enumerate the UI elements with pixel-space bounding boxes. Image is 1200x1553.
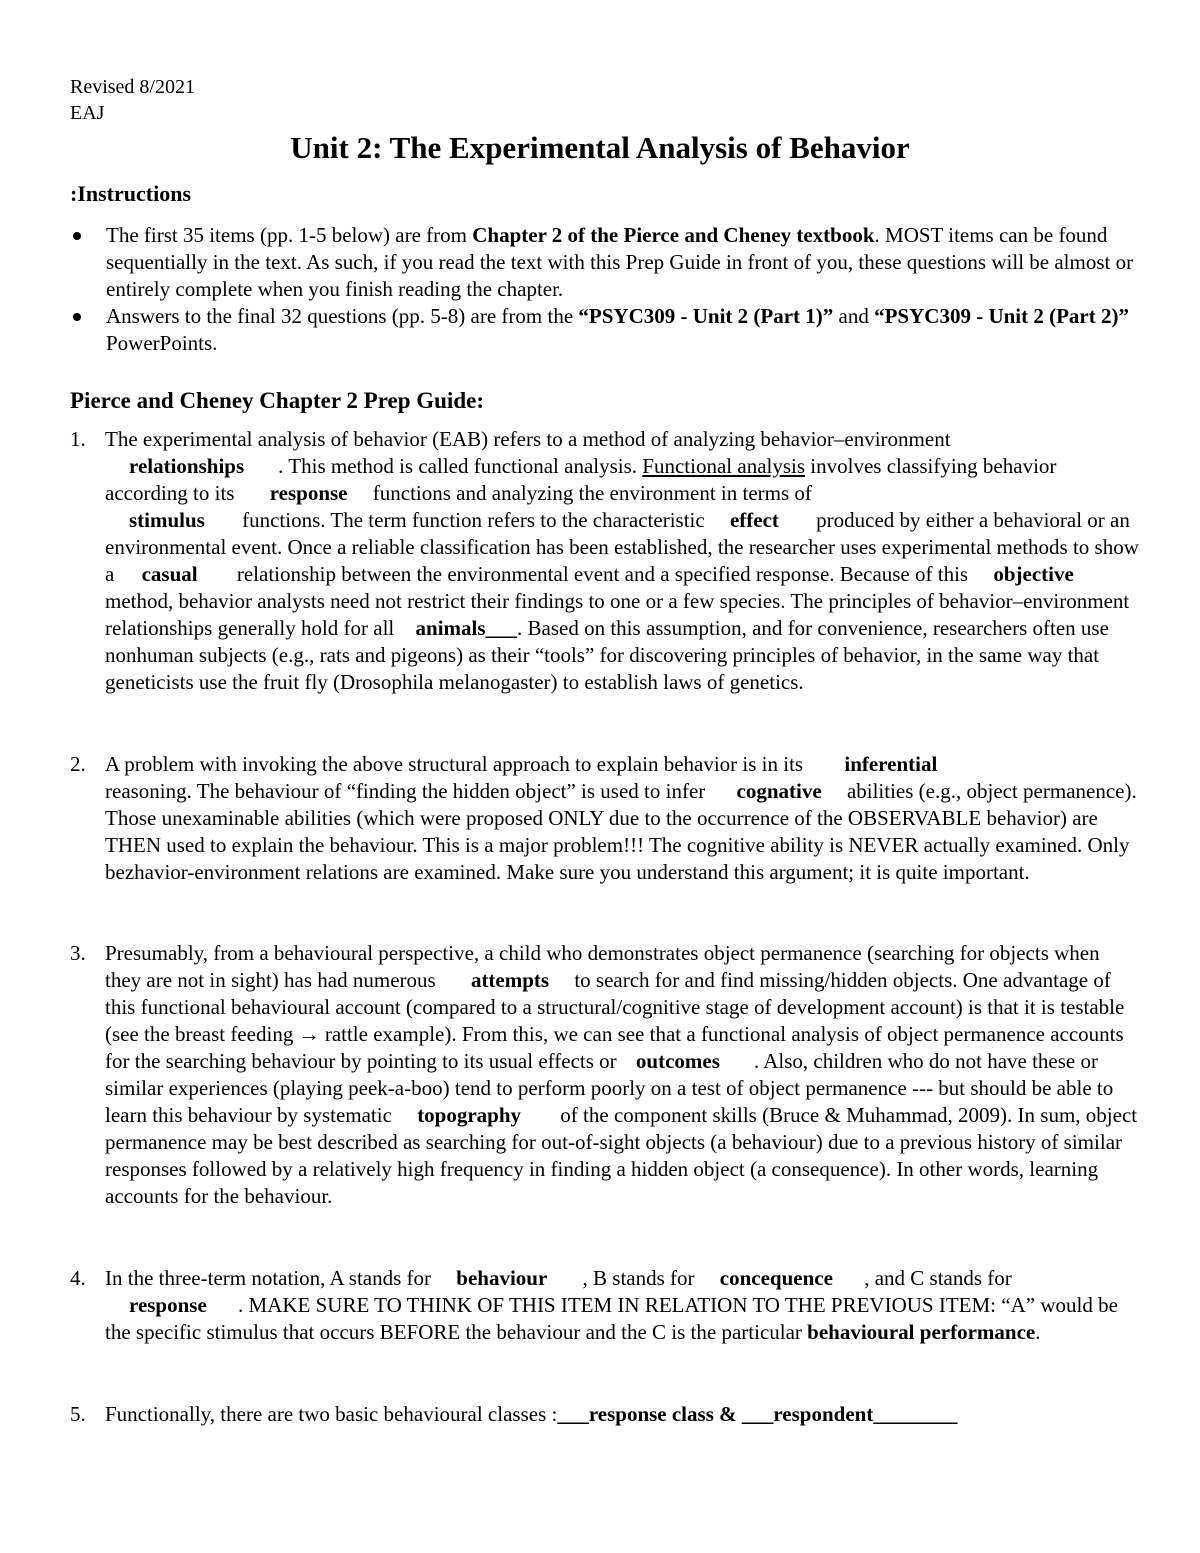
answer-blank: relationships (129, 454, 245, 478)
answer-blank: stimulus (129, 508, 205, 532)
answer-blank: topography (417, 1103, 522, 1127)
page-title: Unit 2: The Experimental Analysis of Behavior (290, 130, 910, 165)
question-3 (70, 940, 1140, 1210)
question-5 (70, 1401, 1140, 1428)
arrow-icon: → (298, 1022, 320, 1046)
answer-blank: response (269, 481, 348, 505)
answer-blank: behavioural performance (807, 1320, 1036, 1344)
answer-blank: ___response class & ___respondent________ (557, 1402, 958, 1426)
question-text: A problem with invoking the above structural approach to explain behavior is in its inferential reasoning. The behaviour of “finding the hidden object” is used to infer cognative abilities (e.g., object permanence). Those unexaminable abilities (which were proposed ONLY due to the occurrence of the OBSERVABLE behavior) are THEN used to explain the behaviour. This is a major problem!!! The cognitive ability is NEVER actually examined. Only bezhavior-environment relations are examined. Make sure you understand this argument; it is quite important. (105, 752, 1137, 884)
answer-blank: response (129, 1293, 207, 1317)
question-1 (70, 426, 1140, 696)
question-number: 4. (70, 1266, 86, 1290)
question-4 (70, 1265, 1140, 1346)
instruction-item: Answers to the final 32 questions (pp. 5-8) are from the “PSYC309 - Unit 2 (Part 1)” and “PSYC309 - Unit 2 (Part 2)” PowerPoints. (70, 303, 1140, 357)
question-text: Presumably, from a behavioural perspective, a child who demonstrates object permanence (searching for objects when they are not in sight) has had numerous attempts to search for and find missing/hidden objects. One advantage of this functional behavioural account (compared to a structural/cognitive stage of development account) is that it is testable (see the breast feeding → rattle example). From this, we can see that a functional analysis of object permanence accounts for the searching behaviour by pointing to its usual effects or outcomes . Also, children who do not have these or similar experiences (playing peek-a-boo) tend to perform poorly on a test of object permanence --- but should be able to learn this behaviour by systematic topography of the component skills (Bruce & Muhammad, 2009). In sum, object permanence may be best described as searching for out-of-sight objects (a behaviour) due to a previous history of similar responses followed by a relatively high frequency in finding a hidden object (a consequence). In other words, learning accounts for the behaviour. (105, 941, 1138, 1208)
question-number: 5. (70, 1402, 86, 1426)
section-heading: Pierce and Cheney Chapter 2 Prep Guide: (70, 388, 484, 413)
instruction-item: The first 35 items (pp. 1-5 below) are from Chapter 2 of the Pierce and Cheney textbook. MOST items can be found sequentially in the text. As such, if you read the text with this Prep Guide in front of you, these questions will be almost or entirely complete when you finish reading the chapter. (70, 222, 1140, 303)
answer-blank: cognative (736, 779, 822, 803)
question-2 (70, 751, 1140, 886)
bullet-icon (73, 313, 81, 321)
question-number: 2. (70, 752, 86, 776)
question-text: The experimental analysis of behavior (EAB) refers to a method of analyzing behavior–environment relationships . This method is called functional analysis. Functional analysis involves classifying behavior according to its response functions and analyzing the environment in terms of stimulus functions. The term function refers to the characteristic effect produced by either a behavioral or an environmental event. Once a reliable classification has been established, the researcher uses experimental methods to show a casual relationship between the environmental event and a specified response. Because of this objective method, behavior analysts need not restrict their findings to one or a few species. The principles of behavior–environment relationships generally hold for all animals___. Based on this assumption, and for convenience, researchers often use nonhuman subjects (e.g., rats and pigeons) as their “tools” for discovering principles of behavior, in the same way that geneticists use the fruit fly (Drosophila melanogaster) to establish laws of genetics. (105, 427, 1139, 694)
answer-blank: objective (993, 562, 1074, 586)
answer-blank: inferential (844, 752, 938, 776)
answer-blank: behaviour (456, 1266, 548, 1290)
answer-blank: attempts (470, 968, 550, 992)
instructions-heading: :Instructions (70, 181, 192, 206)
question-number: 1. (70, 427, 86, 451)
author-initials: EAJ (70, 102, 105, 124)
revised-date: Revised 8/2021 (70, 76, 195, 98)
question-number: 3. (70, 941, 86, 965)
question-text: Functionally, there are two basic behavioural classes :___response class & ___respondent________ (105, 1402, 958, 1426)
answer-blank: outcomes (635, 1049, 720, 1073)
instructions-list (70, 222, 1140, 357)
answer-blank: concequence (719, 1266, 833, 1290)
answer-blank: animals___ (415, 616, 518, 640)
question-text: In the three-term notation, A stands for behaviour , B stands for concequence , and C stands for response . MAKE SURE TO THINK OF THIS ITEM IN RELATION TO THE PREVIOUS ITEM: “A” would be the specific stimulus that occurs BEFORE the behaviour and the C is the particular behavioural performance. (105, 1266, 1118, 1344)
revision-block (70, 74, 195, 126)
bullet-icon (73, 232, 81, 240)
answer-blank: casual (141, 562, 198, 586)
answer-blank: effect (729, 508, 779, 532)
